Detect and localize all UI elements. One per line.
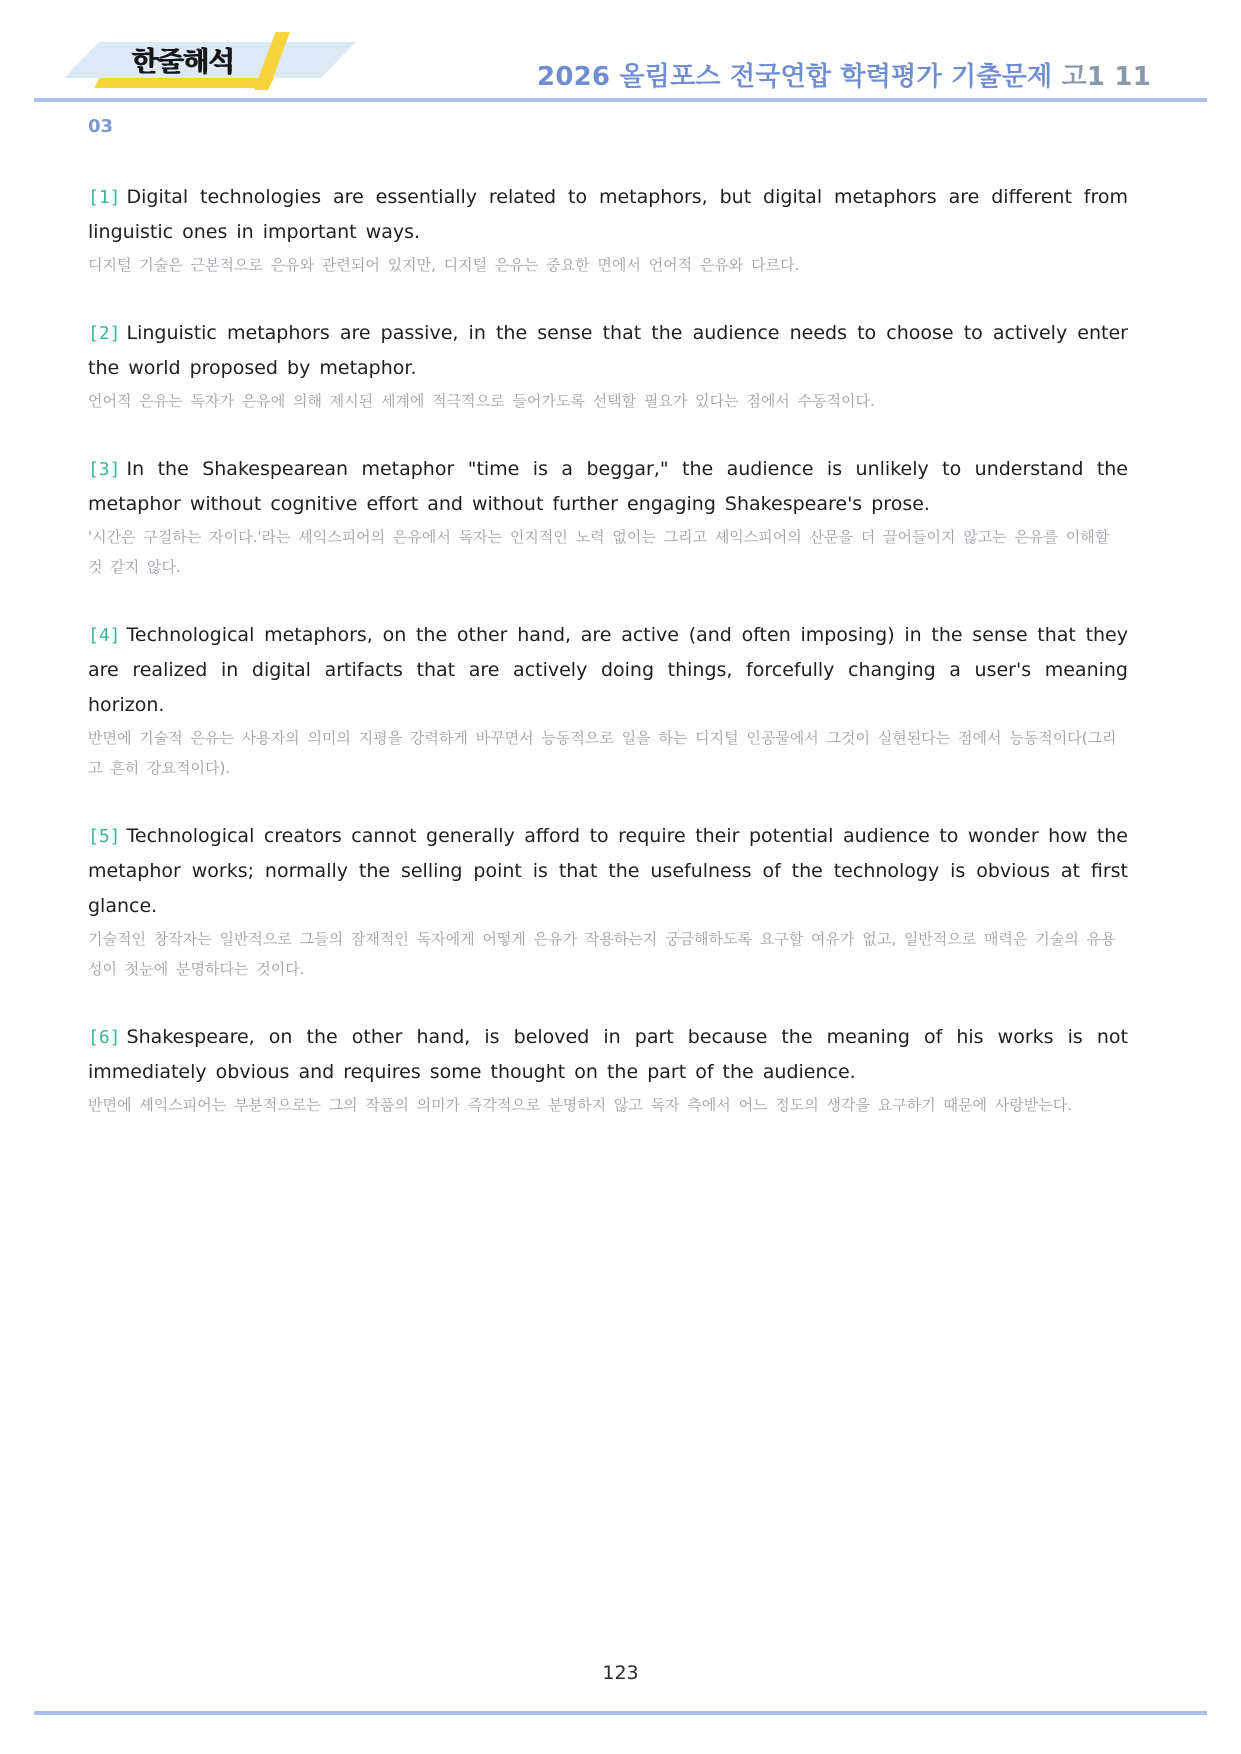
korean-translation: 디지털 기술은 근본적으로 은유와 관련되어 있지만, 디지털 은유는 중요한 면에서 언어적 은유와 다르다. [88, 256, 800, 274]
paragraph-4 [88, 618, 1128, 783]
header-title [537, 56, 1151, 93]
question-number: 03 [88, 116, 114, 137]
korean-translation: 언어적 은유는 독자가 은유에 의해 제시된 세계에 적극적으로 들어가도록 선택할 필요가 있다는 점에서 수동적이다. [88, 392, 875, 410]
english-sentence [88, 1020, 1128, 1090]
english-text: Digital technologies are essentially related to metaphors, but digital metaphors are different from linguistic ones in important ways. [88, 186, 1128, 243]
sentence-marker: [3] [88, 459, 121, 480]
paragraph-6 [88, 1020, 1128, 1120]
korean-translation: 반면에 기술적 은유는 사용자의 의미의 지평을 강력하게 바꾸면서 능동적으로 일을 하는 디지털 인공물에서 그것이 실현된다는 점에서 능동적이다(그리고 흔히 강요적이다). [88, 729, 1117, 777]
sentence-marker: [6] [88, 1027, 121, 1048]
page-number: 123 [602, 1662, 639, 1684]
english-sentence [88, 819, 1128, 924]
header-divider [34, 98, 1207, 102]
logo-text: 한줄해석 [132, 47, 235, 78]
english-text: Technological creators cannot generally afford to require their potential audience to wonder how the metaphor works; normally the selling point is that the usefulness of the technology is obvious at first glance. [88, 825, 1128, 917]
sentence-marker: [1] [88, 187, 121, 208]
sentence-marker: [5] [88, 826, 121, 847]
footer-divider [34, 1711, 1207, 1715]
paragraph-5 [88, 819, 1128, 984]
english-text: Shakespeare, on the other hand, is beloved in part because the meaning of his works is not immediately obvious and requires some thought on the part of the audience. [88, 1026, 1128, 1083]
paragraph-1 [88, 180, 1128, 280]
english-sentence [88, 618, 1128, 723]
korean-translation: 기술적인 창작자는 일반적으로 그들의 잠재적인 독자에게 어떻게 은유가 작용하는지 궁금해하도록 요구할 여유가 없고, 일반적으로 매력은 기술의 유용성이 첫눈에 분명하다는 것이다. [88, 930, 1116, 978]
korean-translation: 반면에 셰익스피어는 부분적으로는 그의 작품의 의미가 즉각적으로 분명하지 않고 독자 측에서 어느 정도의 생각을 요구하기 때문에 사랑받는다. [88, 1096, 1072, 1114]
logo [64, 32, 364, 92]
english-sentence [88, 452, 1128, 522]
paragraph-2 [88, 316, 1128, 416]
passage [88, 180, 1128, 1156]
english-sentence [88, 180, 1128, 250]
paragraph-3 [88, 452, 1128, 582]
english-text: In the Shakespearean metaphor "time is a beggar," the audience is unlikely to understand the metaphor without cognitive effort and without further engaging Shakespeare's prose. [88, 458, 1128, 515]
korean-translation: '시간은 구걸하는 자이다.'라는 셰익스피어의 은유에서 독자는 인지적인 노력 없이는 그리고 셰익스피어의 산문을 더 끌어들이지 않고는 은유를 이해할 것 같지 않다. [88, 528, 1110, 576]
english-text: Technological metaphors, on the other hand, are active (and often imposing) in the sense that they are realized in digital artifacts that are actively doing things, forcefully changing a user's meaning horizon. [88, 624, 1128, 716]
logo-underline [94, 78, 274, 88]
english-sentence [88, 316, 1128, 386]
page-header [0, 0, 1241, 110]
header-title-sub: 고1 11 [1061, 62, 1151, 92]
sentence-marker: [2] [88, 323, 121, 344]
header-title-main: 2026 올림포스 전국연합 학력평가 기출문제 [537, 62, 1053, 92]
sentence-marker: [4] [88, 625, 121, 646]
english-text: Linguistic metaphors are passive, in the sense that the audience needs to choose to actively enter the world proposed by metaphor. [88, 322, 1128, 379]
